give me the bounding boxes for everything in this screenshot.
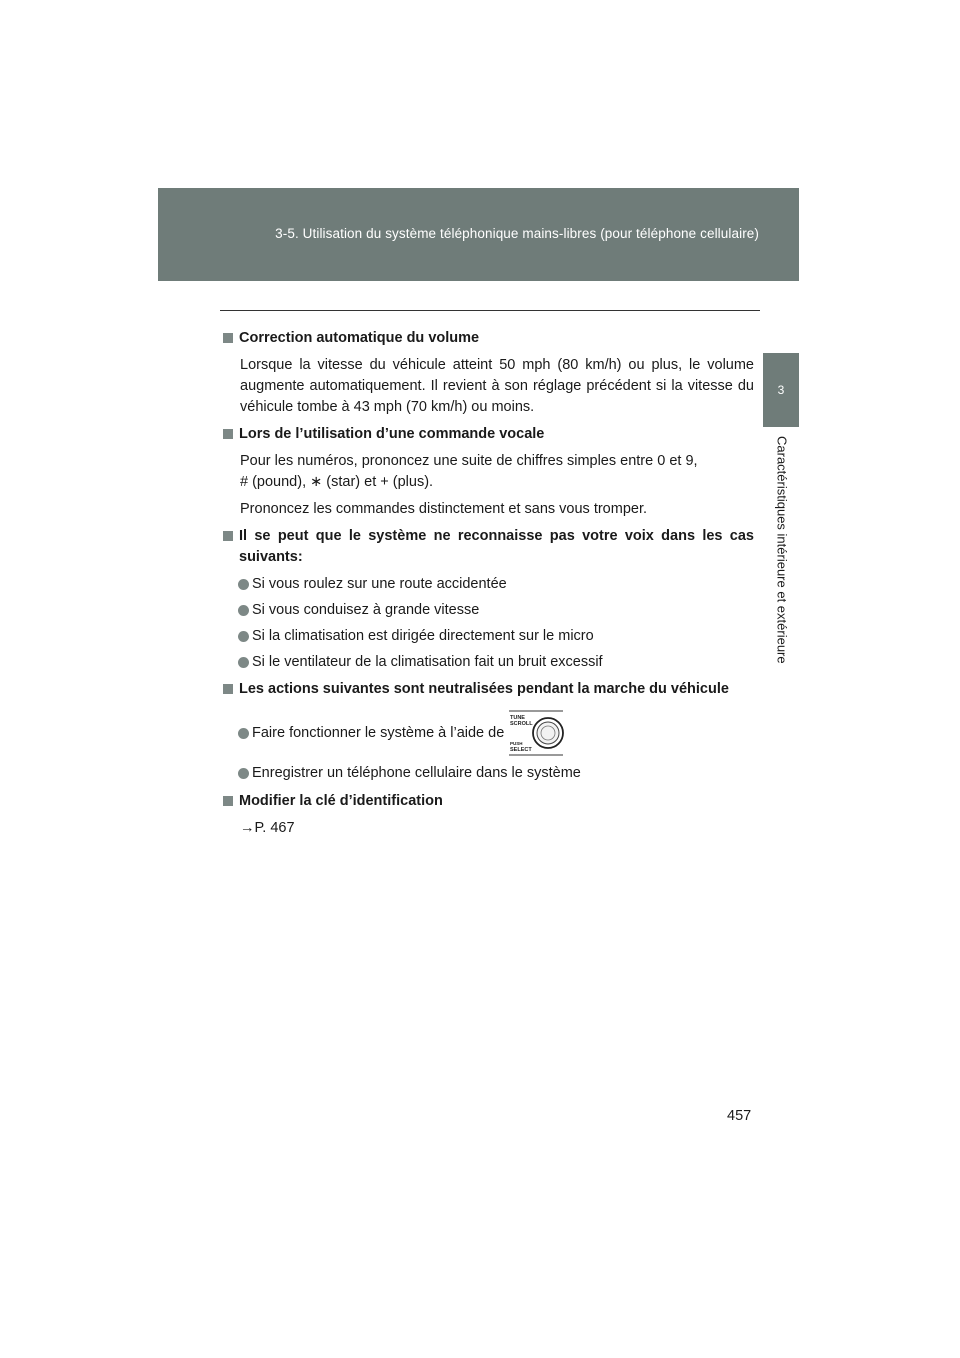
knob-label-push: PUSH bbox=[510, 741, 523, 746]
round-bullet-icon bbox=[238, 579, 249, 590]
section-title: Il se peut que le système ne reconnaisse pas votre voix dans les cas suivants: bbox=[222, 526, 754, 568]
tune-scroll-knob-icon bbox=[508, 709, 564, 757]
page-reference: →P. 467 bbox=[240, 820, 295, 836]
page-content bbox=[222, 328, 754, 845]
section-paragraph: Prononcez les commandes distinctement et sans vous tromper. bbox=[240, 501, 647, 517]
page-number: 457 bbox=[727, 1108, 752, 1124]
header-band bbox=[158, 188, 799, 281]
square-bullet-icon bbox=[223, 429, 233, 439]
chapter-tab bbox=[763, 353, 799, 427]
square-bullet-icon bbox=[223, 796, 233, 806]
section-paragraph: Pour les numéros, prononcez une suite de chiffres simples entre 0 et 9, # (pound), ∗ (star) et + (plus). bbox=[240, 453, 698, 490]
chapter-number: 3 bbox=[777, 383, 785, 397]
round-bullet-icon bbox=[238, 657, 249, 668]
round-bullet-icon bbox=[238, 605, 249, 616]
knob-label-tune: TUNE bbox=[510, 715, 526, 721]
list-item: Si vous conduisez à grande vitesse bbox=[222, 600, 754, 621]
list-item: Si la climatisation est dirigée directement sur le micro bbox=[222, 626, 754, 647]
square-bullet-icon bbox=[223, 684, 233, 694]
square-bullet-icon bbox=[223, 333, 233, 343]
round-bullet-icon bbox=[238, 728, 249, 739]
round-bullet-icon bbox=[238, 631, 249, 642]
knob-label-scroll: SCROLL bbox=[510, 721, 533, 727]
square-bullet-icon bbox=[223, 531, 233, 541]
chapter-label: Caractéristiques intérieure et extérieure bbox=[774, 436, 790, 664]
header-rule bbox=[220, 310, 760, 311]
section-title: Les actions suivantes sont neutralisées pendant la marche du véhicule bbox=[222, 679, 754, 700]
section-title: Lors de l’utilisation d’une commande vocale bbox=[222, 424, 754, 445]
round-bullet-icon bbox=[238, 768, 249, 779]
section-paragraph: Lorsque la vitesse du véhicule atteint 50 mph (80 km/h) ou plus, le volume augmente automatiquement. Il revient à son réglage précédent si la vitesse du véhicule tombe à 43 mph (70 km/h) ou moins. bbox=[240, 357, 754, 415]
list-item: Faire fonctionner le système à l’aide de TUNE SCROLL PUSH SELECT bbox=[222, 708, 754, 758]
section-title: Correction automatique du volume bbox=[222, 328, 754, 349]
list-item: Enregistrer un téléphone cellulaire dans le système bbox=[222, 763, 754, 784]
knob-label-select: SELECT bbox=[510, 747, 532, 753]
list-item: Si vous roulez sur une route accidentée bbox=[222, 574, 754, 595]
section-title: Modifier la clé d’identification bbox=[222, 791, 754, 812]
list-item: Si le ventilateur de la climatisation fait un bruit excessif bbox=[222, 652, 754, 673]
header-title: 3-5. Utilisation du système téléphonique mains-libres (pour téléphone cellulaire) bbox=[275, 226, 759, 241]
